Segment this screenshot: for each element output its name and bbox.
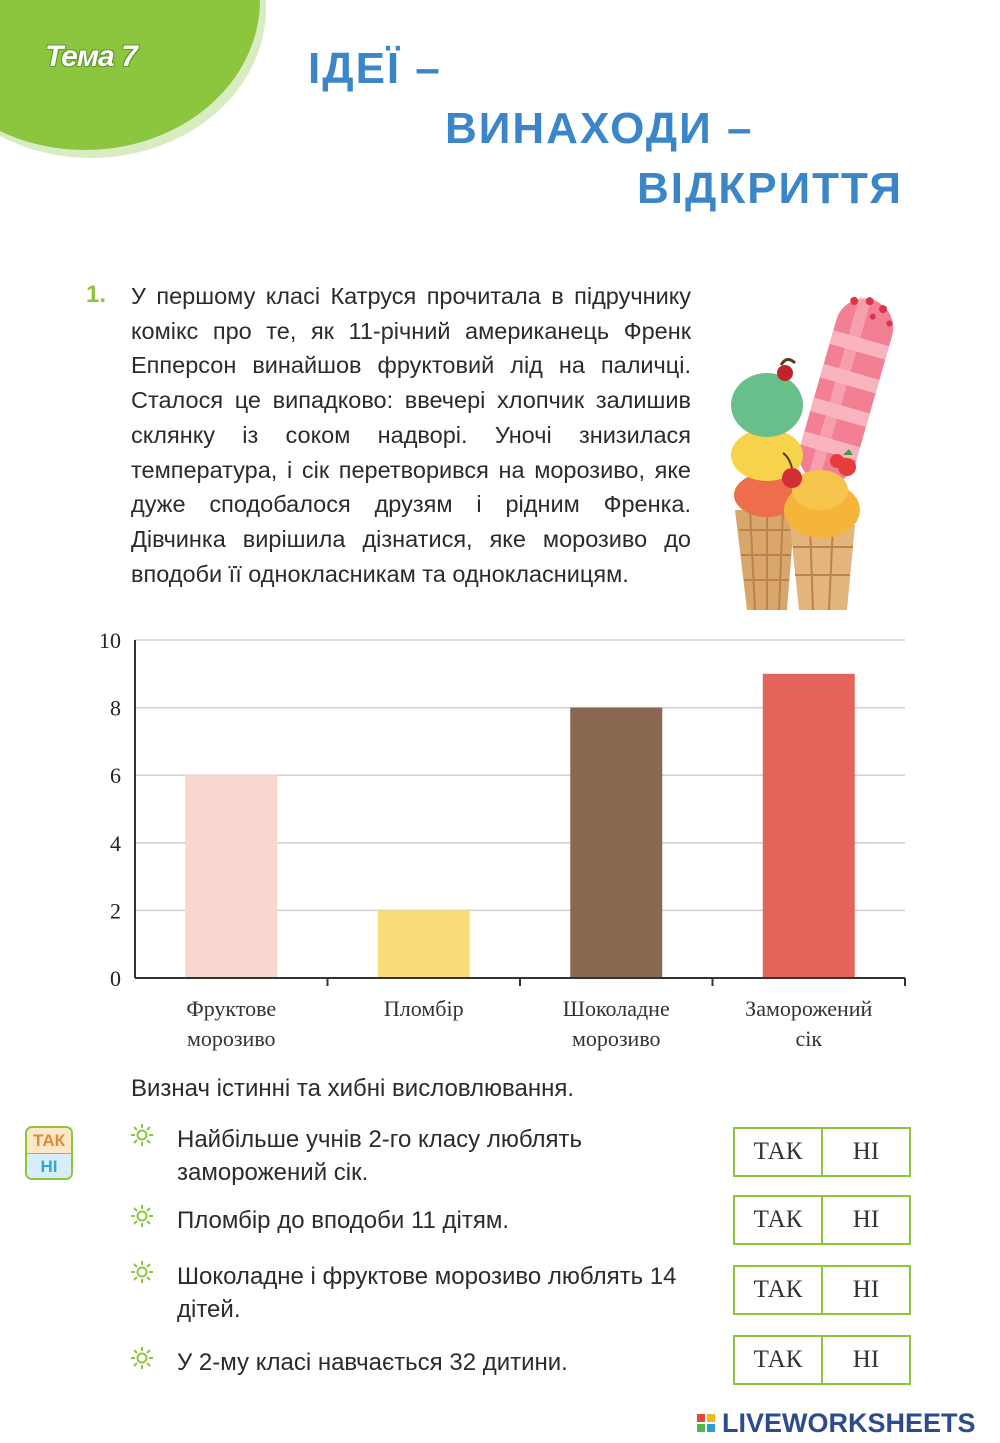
yes-button-2[interactable]: ТАК [735, 1197, 823, 1243]
category-label: Фруктове [186, 996, 277, 1021]
sun-icon [130, 1260, 154, 1284]
no-button-2[interactable]: НІ [823, 1197, 909, 1243]
quiz-instruction: Визнач істинні та хибні висловлювання. [131, 1075, 575, 1102]
logo-mark-icon [696, 1413, 718, 1433]
statement-text: Пломбір до вподоби 11 дітям. [177, 1207, 510, 1234]
tag-yes-label: ТАК [27, 1128, 71, 1154]
y-tick-label: 8 [110, 695, 121, 721]
y-tick-label: 4 [110, 830, 121, 856]
page-title-line-1: ІДЕЇ – [308, 44, 442, 93]
logo-square [697, 1424, 705, 1432]
bar-1 [185, 775, 277, 978]
ice-cream-preference-chart [90, 628, 920, 1058]
yes-button-3[interactable]: ТАК [735, 1267, 823, 1313]
ice-cream-illustration [725, 285, 895, 615]
yes-button-1[interactable]: ТАК [735, 1129, 823, 1175]
page-title-line-2: ВИНАХОДИ – [445, 104, 754, 153]
answer-box-2 [733, 1195, 911, 1245]
statement-text: Шоколадне і фруктове морозиво люблять 14 дітей. [177, 1263, 677, 1323]
page-title-line-3: ВІДКРИТТЯ [637, 164, 903, 213]
true-false-tag [25, 1126, 73, 1180]
liveworksheets-logo [696, 1406, 976, 1440]
statement-text: Найбільше учнів 2-го класу люблять заморожений сік. [177, 1126, 582, 1186]
answer-box-3 [733, 1265, 911, 1315]
task-text: У першому класі Катруся прочитала в підручнику комікс про те, як 11-річний американець Френк Епперсон винайшов фруктовий лід на паличці. Сталося це випадково: ввечері хлопчик залишив склянку із соком надворі. Уночі знизилася температура, і сік перетворився на морозиво, яке дуже сподобалося друзям і рідним Френка. Дівчинка вирішила дізнатися, яке морозиво до вподоби її однокласникам та однокласницям. [131, 283, 691, 587]
no-button-3[interactable]: НІ [823, 1267, 909, 1313]
topic-badge [0, 0, 260, 150]
chart-bars [185, 674, 855, 978]
logo-square [707, 1414, 715, 1422]
no-button-1[interactable]: НІ [823, 1129, 909, 1175]
tag-no-label: НІ [27, 1154, 71, 1179]
category-label: Заморожений [745, 996, 873, 1021]
answer-box-4 [733, 1335, 911, 1385]
logo-text: LIVEWORKSHEETS [722, 1407, 976, 1438]
bar-2 [378, 910, 470, 978]
category-label: Шоколадне [562, 996, 670, 1021]
category-label: морозиво [571, 1026, 661, 1051]
category-label: Пломбір [383, 996, 464, 1021]
y-tick-label: 0 [110, 966, 121, 991]
no-button-4[interactable]: НІ [823, 1337, 909, 1383]
sun-icon [130, 1346, 154, 1370]
y-tick-label: 2 [110, 898, 121, 924]
category-label: сік [795, 1026, 823, 1051]
answer-box-1 [733, 1127, 911, 1177]
topic-label: Тема 7 [45, 40, 137, 73]
sun-icon [130, 1123, 154, 1147]
bar-3 [570, 708, 662, 978]
logo-square [697, 1414, 705, 1422]
chart-y-ticks [99, 628, 121, 991]
y-tick-label: 6 [110, 763, 121, 789]
yes-button-4[interactable]: ТАК [735, 1337, 823, 1383]
category-label: морозиво [186, 1026, 276, 1051]
y-tick-label: 10 [99, 628, 121, 653]
logo-square [707, 1424, 715, 1432]
bar-4 [763, 674, 855, 978]
statement-text: У 2-му класі навчається 32 дитини. [177, 1349, 568, 1376]
sun-icon [130, 1204, 154, 1228]
task-number: 1. [86, 281, 107, 308]
chart-categories [186, 996, 872, 1051]
